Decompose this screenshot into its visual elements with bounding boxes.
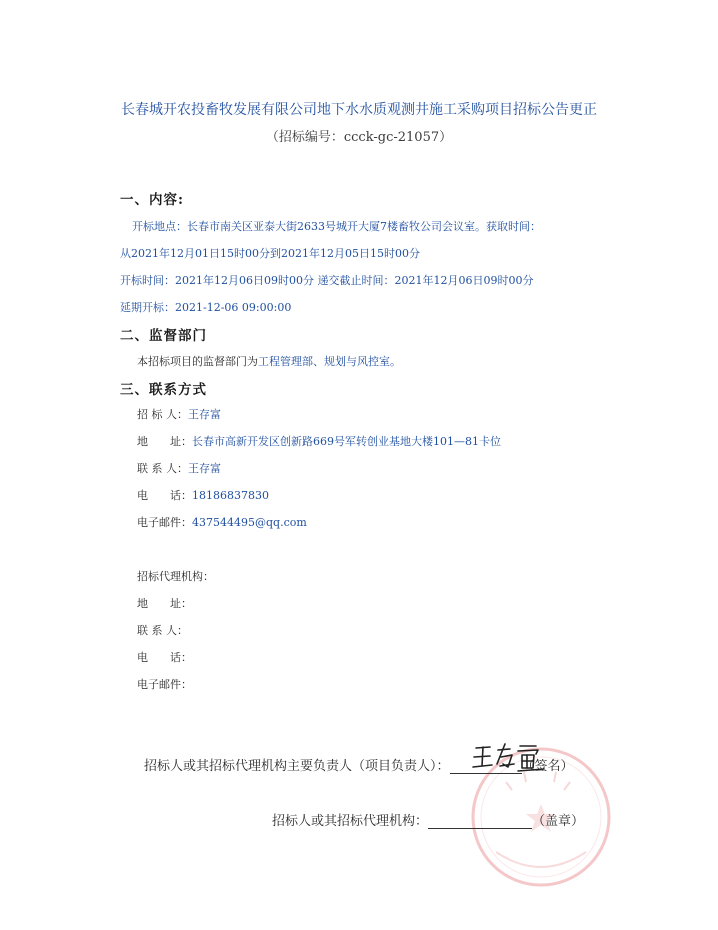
tenderer-address-row xyxy=(137,433,501,449)
tenderer-email-row xyxy=(137,514,307,530)
handwritten-signature xyxy=(470,740,548,774)
organization-label: 招标人或其招标代理机构： xyxy=(272,814,429,829)
agency-phone-label: 电 话： xyxy=(137,651,192,664)
tender-number: （招标编号：ccck-gc-21057） xyxy=(265,130,453,145)
tenderer-phone-row xyxy=(137,487,269,503)
tenderer-address-value: 长春市高新开发区创新路669号军转创业基地大楼101—81卡位 xyxy=(192,435,501,448)
tenderer-contact-value: 王存富 xyxy=(188,462,221,475)
supervision-heading: 二、监督部门 xyxy=(120,328,207,344)
agency-address-label: 地 址： xyxy=(137,597,192,610)
supervision-text xyxy=(137,353,401,369)
supervision-prefix: 本招标项目的监督部门为 xyxy=(137,355,258,368)
contact-heading: 三、联系方式 xyxy=(120,382,207,398)
tenderer-name-row xyxy=(137,406,221,422)
tenderer-email-label: 电子邮件： xyxy=(137,516,192,529)
tenderer-contact-row xyxy=(137,460,221,476)
tenderer-name-label: 招 标 人： xyxy=(137,408,188,421)
content-line-2: 从2021年12月01日15时00分到2021年12月05日15时00分 xyxy=(120,247,420,260)
agency-name-label: 招标代理机构： xyxy=(137,570,214,583)
content-line-3: 开标时间：2021年12月06日09时00分 递交截止时间：2021年12月06日09时00分 xyxy=(120,274,534,287)
signature-person-note: （签名） xyxy=(521,759,574,774)
content-line-1: 开标地点：长春市南关区亚泰大街2633号城开大厦7楼畜牧公司会议室。获取时间： xyxy=(132,220,541,233)
tenderer-name-value: 王存富 xyxy=(188,408,221,421)
tenderer-phone-label: 电 话： xyxy=(137,489,192,502)
tenderer-phone-value: 18186837830 xyxy=(192,489,269,502)
tenderer-contact-label: 联 系 人： xyxy=(137,462,188,475)
supervision-value: 工程管理部、规划与风控室。 xyxy=(258,355,401,368)
agency-contact-label: 联 系 人： xyxy=(137,624,188,637)
organization-note: （盖章） xyxy=(532,814,585,829)
content-line-4: 延期开标：2021-12-06 09:00:00 xyxy=(120,301,292,314)
signature-person-label: 招标人或其招标代理机构主要负责人（项目负责人）： xyxy=(144,759,450,774)
tenderer-address-label: 地 址： xyxy=(137,435,192,448)
organization-line xyxy=(428,814,532,829)
organization-row xyxy=(272,810,584,829)
page-title: 长春城开农投畜牧发展有限公司地下水水质观测井施工采购项目招标公告更正 xyxy=(121,102,597,118)
tenderer-email-value: 437544495@qq.com xyxy=(192,516,307,529)
agency-email-label: 电子邮件： xyxy=(137,678,192,691)
content-heading: 一、内容: xyxy=(120,192,184,208)
